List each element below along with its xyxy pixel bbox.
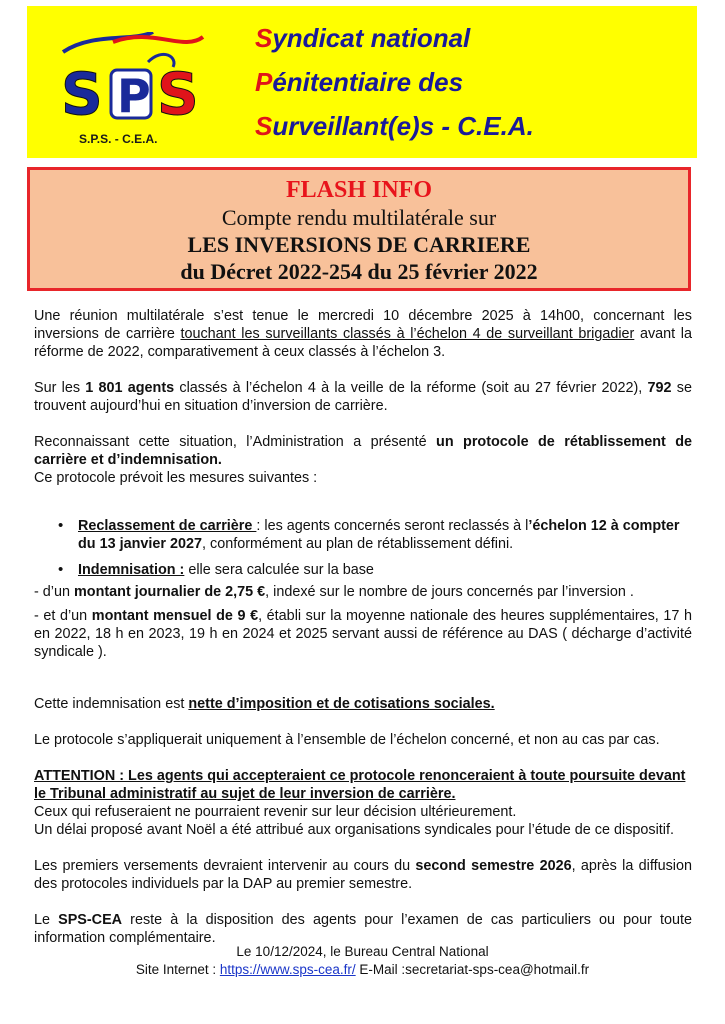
list-item: • Indemnisation : elle sera calculée sur la base <box>78 561 692 579</box>
paragraph-refuse: Ceux qui refuseraient ne pourraient revenir sur leur décision ultérieurement. <box>34 804 517 820</box>
flash-subtitle: Compte rendu multilatérale sur <box>221 205 497 230</box>
paragraph-meeting: Une réunion multilatérale s’est tenue le mercredi 10 décembre 2025 à 14h00, concernant les inversions de carrière touchant les surveillants classés à l’échelon 4 de surveillant brigadier avant la réforme de 2022, comparativement à ceux classés à l’échelon 3. <box>34 308 692 360</box>
footer-contact <box>0 961 725 979</box>
flash-info-box <box>27 167 691 291</box>
line-daily-amount: - d’un montant journalier de 2,75 €, indexé sur le nombre de jours concernés par l’inversion . <box>34 584 634 600</box>
list-item: • Reclassement de carrière : les agents concernés seront reclassés à l’échelon 12 à compter du 13 janvier 2027, conformément au plan de rétablissement défini. <box>78 517 692 553</box>
flash-decree: du Décret 2022-254 du 25 février 2022 <box>180 259 538 284</box>
measures-list <box>34 517 692 579</box>
paragraph-protocol: Reconnaissant cette situation, l’Administration a présenté un protocole de rétablissement de carrière et d’indemnisation. <box>34 434 692 468</box>
title-line-3: Surveillant(e)s - C.E.A. <box>255 111 534 141</box>
flash-title: FLASH INFO <box>285 177 432 203</box>
paragraph-measures-intro: Ce protocole prévoit les mesures suivantes : <box>34 470 318 486</box>
paragraph-delay: Un délai proposé avant Noël a été attribué aux organisations syndicales pour l’étude de ce dispositif. <box>34 822 674 838</box>
footer-signature: Le 10/12/2024, le Bureau Central National <box>236 944 489 959</box>
title-line-1: Syndicat national <box>255 23 471 53</box>
header-banner <box>27 6 697 158</box>
logo-letter-s2: S <box>157 60 199 128</box>
paragraph-tax: Cette indemnisation est nette d’imposition et de cotisations sociales. <box>34 696 495 712</box>
logo-letter-s1: S <box>61 60 103 128</box>
paragraph-final: Le SPS-CEA reste à la disposition des agents pour l’examen de cas particuliers ou pour toute information complémentaire. <box>34 912 692 946</box>
site-label: Site Internet : <box>135 962 220 977</box>
attention-notice: ATTENTION : Les agents qui accepteraient ce protocole renonceraient à toute poursuite devant le Tribunal administratif au sujet de leur inversion de carrière. <box>34 768 686 802</box>
paragraph-scope: Le protocole s’appliquerait uniquement à l’ensemble de l’échelon concerné, et non au cas par cas. <box>34 732 660 748</box>
paragraph-payments: Les premiers versements devraient intervenir au cours du second semestre 2026, après la diffusion des protocoles individuels par la DAP au premier semestre. <box>34 858 692 892</box>
union-title <box>255 16 534 148</box>
footer <box>0 943 725 979</box>
title-line-2: Pénitentiaire des <box>255 67 464 97</box>
line-monthly-amount: - et d’un montant mensuel de 9 €, établi sur la moyenne nationale des heures supplémentaires, 17 h en 2022, 18 h en 2023, 19 h en 2024 et 2025 servant aussi de référence au DAS ( décharge d’activité syndicale ). <box>34 608 693 660</box>
paragraph-agents: Sur les 1 801 agents classés à l’échelon 4 à la veille de la réforme (soit au 27 février 2022), 792 se trouvent aujourd’hui en situation d’inversion de carrière. <box>34 380 692 414</box>
logo-caption: S.P.S. - C.E.A. <box>79 132 158 146</box>
website-link[interactable]: https://www.sps-cea.fr/ <box>219 962 356 977</box>
article-body <box>34 307 692 947</box>
logo-letter-p: P <box>117 69 151 123</box>
flash-topic: LES INVERSIONS DE CARRIERE <box>187 232 531 257</box>
email-text: E-Mail :secretariat-sps-cea@hotmail.fr <box>355 962 590 977</box>
